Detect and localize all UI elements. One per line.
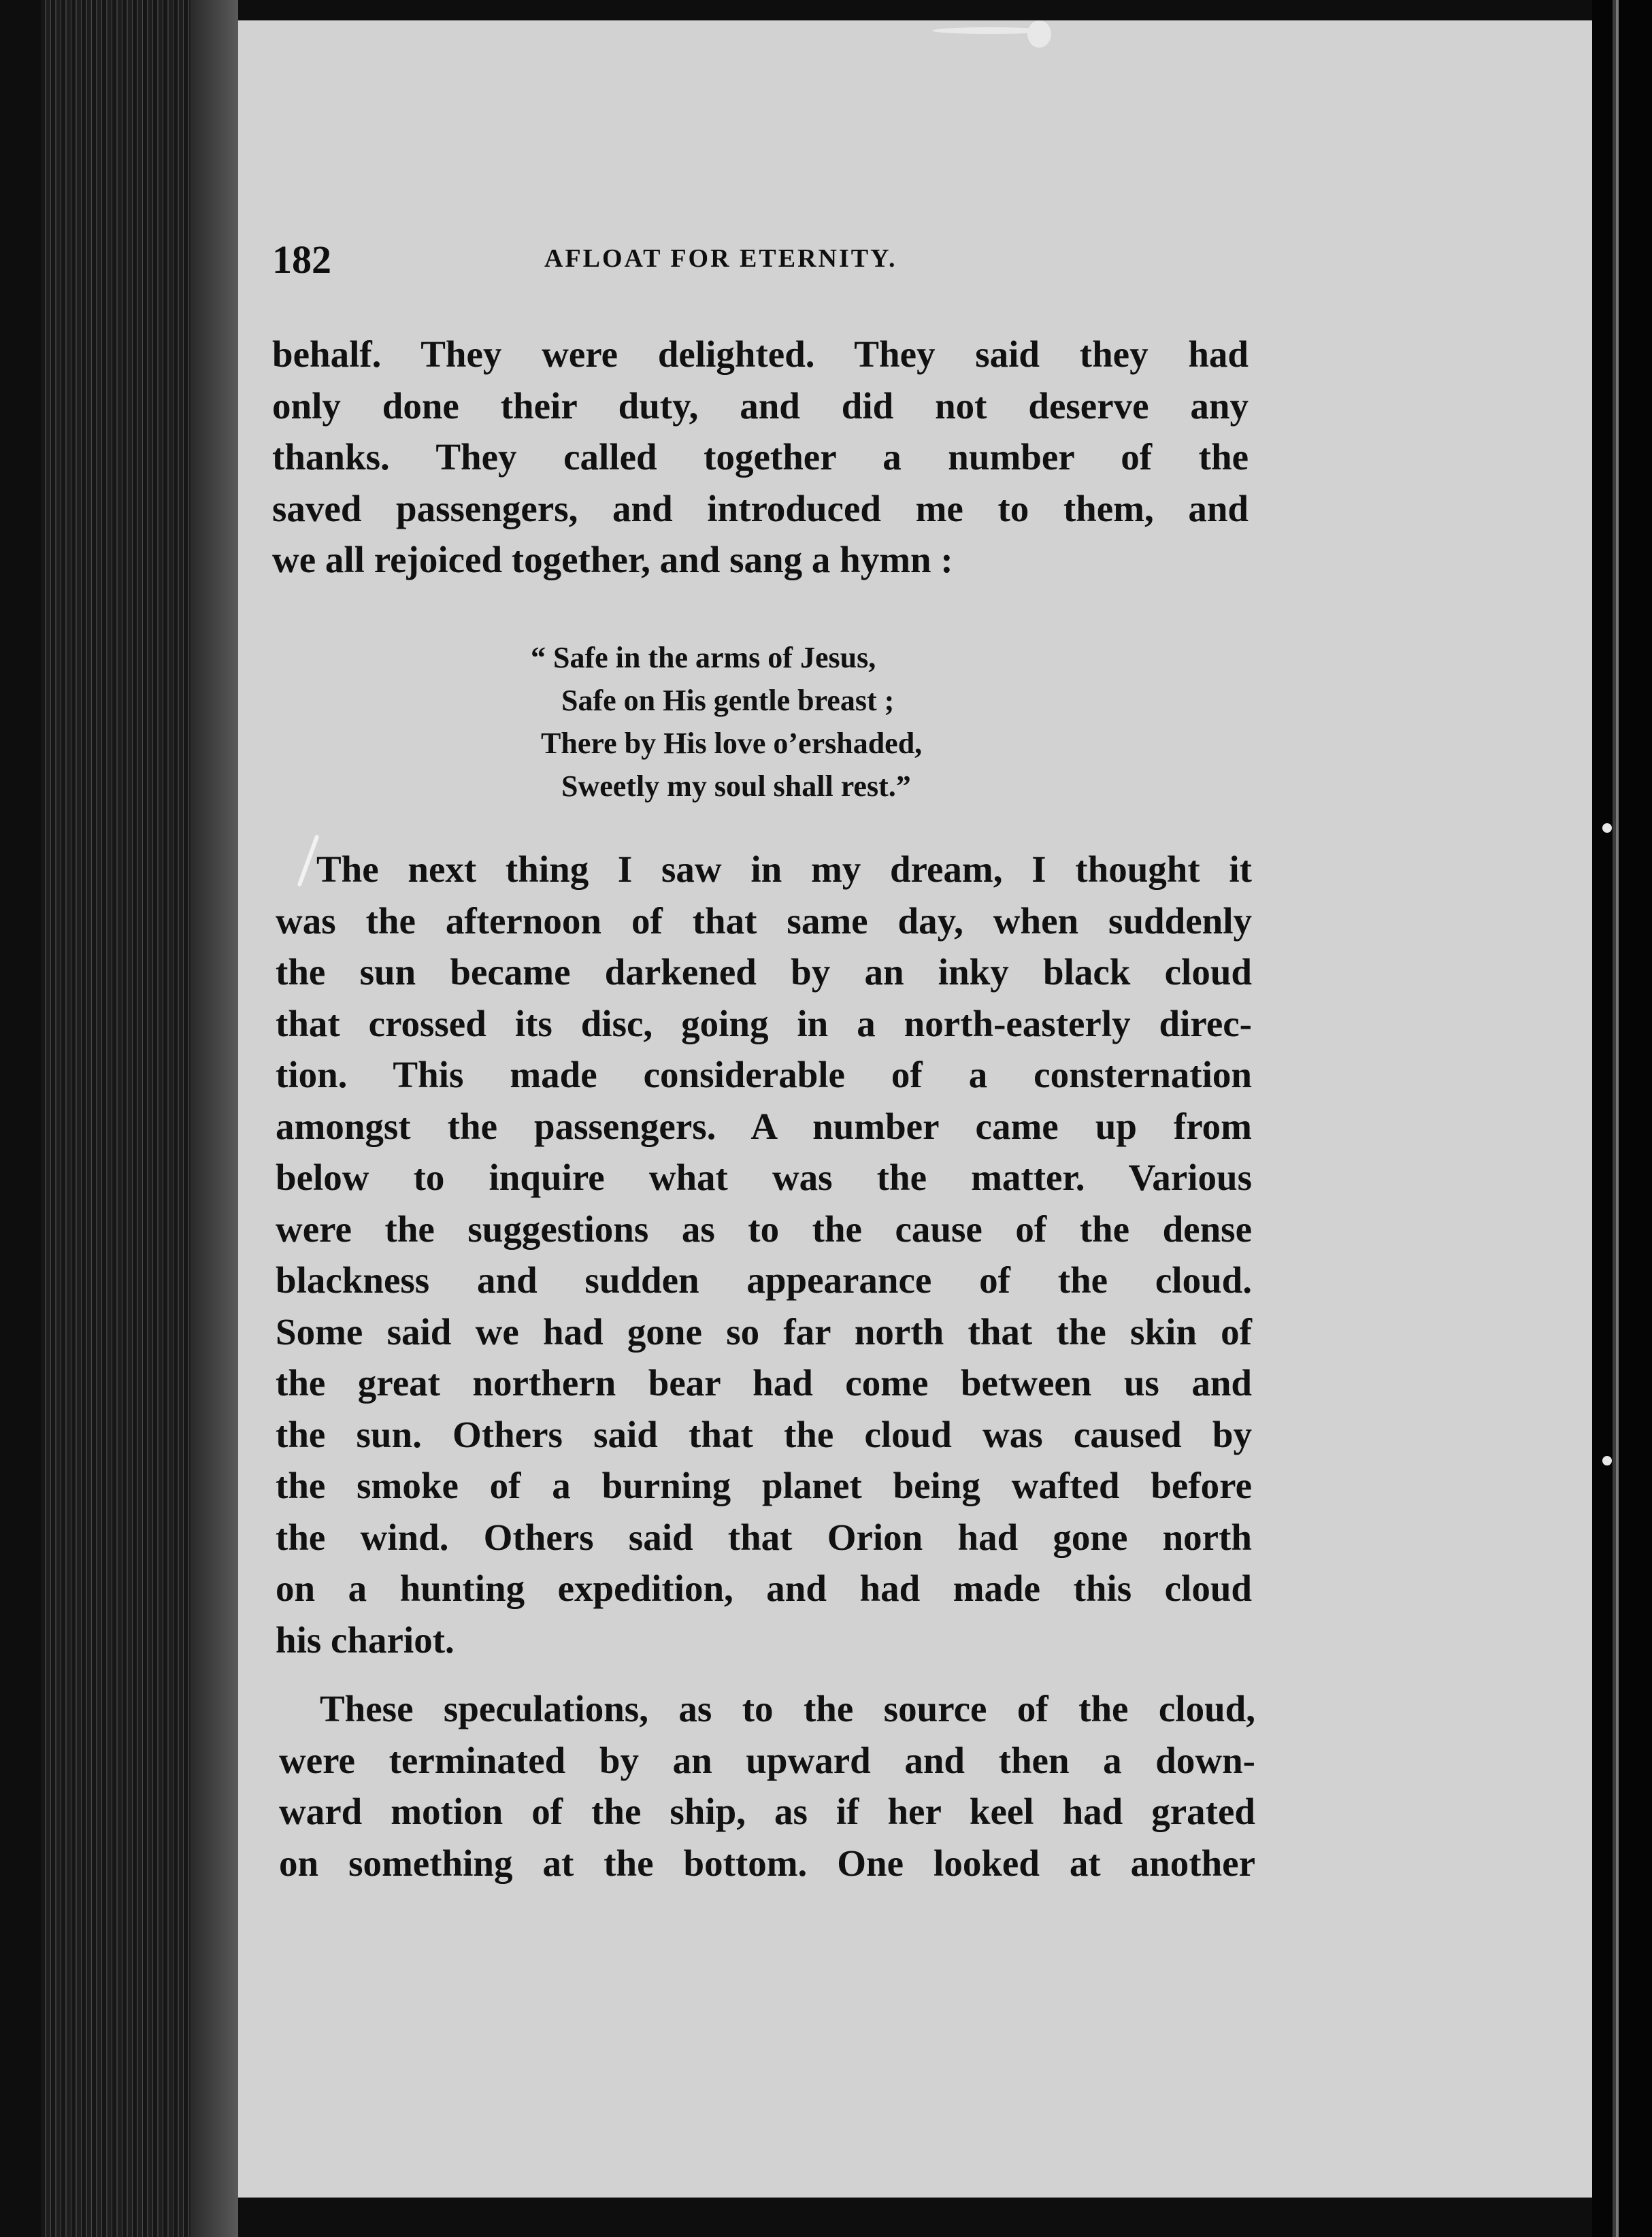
hymn-line: “ Safe in the arms of Jesus, [531, 641, 876, 674]
text-line: we all rejoiced together, and sang a hymn : [272, 539, 953, 580]
text-line: on a hunting expedition, and had made this cloud [276, 1568, 1252, 1609]
text-line: on something at the bottom. One looked at another [279, 1842, 1255, 1884]
text-line: The next thing I saw in my dream, I thought it [316, 848, 1252, 890]
text-line: behalf. They were delighted. They said they had [272, 333, 1249, 375]
scan-speck [1602, 1456, 1612, 1465]
hymn-line: Sweetly my soul shall rest.” [561, 769, 911, 803]
text-line: that crossed its disc, going in a north-easterly direc- [276, 1002, 1252, 1044]
hymn-line: Safe on His gentle breast ; [561, 684, 895, 717]
scan-speck [1602, 823, 1612, 833]
page-number: 182 [272, 237, 331, 282]
text-line: the wind. Others said that Orion had gone north [276, 1516, 1252, 1558]
text-line: blackness and sudden appearance of the cloud. [276, 1259, 1252, 1301]
paragraph-3 [279, 1683, 1255, 1889]
text-line: was the afternoon of that same day, when suddenly [276, 899, 1252, 942]
text-line: were the suggestions as to the cause of the dense [276, 1208, 1252, 1250]
running-title: AFLOAT FOR ETERNITY. [544, 244, 897, 273]
paragraph-2 [276, 844, 1252, 1666]
text-line: amongst the passengers. A number came up from [276, 1105, 1252, 1147]
text-line: the great northern bear had come between us and [276, 1362, 1252, 1404]
text-line: were terminated by an upward and then a down- [279, 1739, 1255, 1781]
right-margin-line [1616, 0, 1619, 2237]
text-line: below to inquire what was the matter. Various [276, 1157, 1252, 1198]
running-head [272, 231, 1225, 286]
text-line: Some said we had gone so far north that the skin of [276, 1310, 1252, 1353]
text-line: tion. This made considerable of a consternation [276, 1054, 1252, 1095]
text-line: These speculations, as to the source of the cloud, [320, 1688, 1255, 1729]
hymn-quotation [503, 636, 1116, 808]
paragraph-1 [272, 329, 1249, 586]
scan-speck [1027, 20, 1051, 48]
text-line: thanks. They called together a number of the [272, 436, 1249, 478]
hymn-line: There by His love o’ershaded, [541, 727, 923, 760]
text-line: the smoke of a burning planet being wafted before [276, 1465, 1252, 1506]
text-line: the sun. Others said that the cloud was caused by [276, 1413, 1252, 1455]
book-page-edges [41, 0, 238, 2237]
text-line: his chariot. [276, 1619, 455, 1661]
text-line: saved passengers, and introduced me to them, and [272, 487, 1249, 529]
text-line: ward motion of the ship, as if her keel had grated [279, 1791, 1255, 1832]
text-line: only done their duty, and did not deserve any [272, 384, 1249, 427]
text-line: the sun became darkened by an inky black cloud [276, 951, 1252, 993]
right-dark-margin [1592, 0, 1652, 2237]
